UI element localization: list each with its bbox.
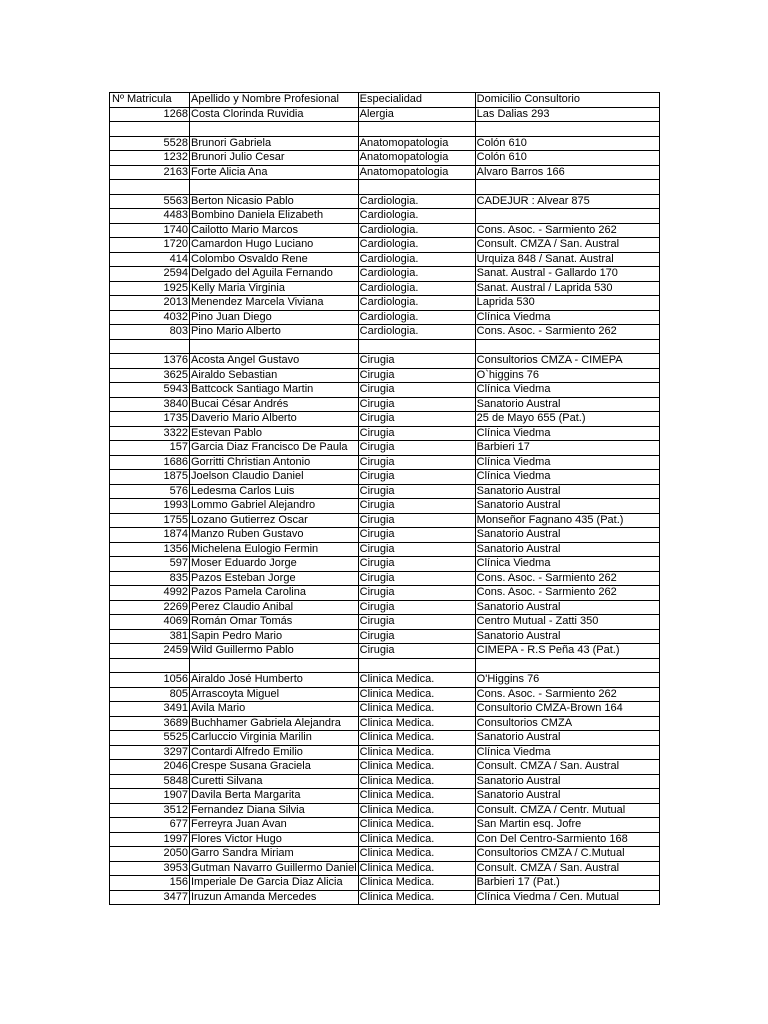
- cell-domicilio: Cons. Asoc. - Sarmiento 262: [475, 571, 659, 586]
- professionals-table: [109, 92, 660, 905]
- cell-nombre: Flores Victor Hugo: [190, 832, 359, 847]
- cell-especialidad: Clinica Medica.: [358, 673, 475, 688]
- cell-matricula: 1740: [110, 223, 190, 238]
- table-row: [110, 557, 660, 572]
- cell-domicilio: Consult. CMZA / San. Austral: [475, 760, 659, 775]
- cell-domicilio: Sanatorio Austral: [475, 542, 659, 557]
- cell-nombre: Camardon Hugo Luciano: [190, 238, 359, 253]
- cell-especialidad: Clinica Medica.: [358, 861, 475, 876]
- cell-especialidad: Cirugia: [358, 600, 475, 615]
- cell-matricula: 4483: [110, 209, 190, 224]
- cell-nombre: [190, 180, 359, 195]
- cell-nombre: Buchhamer Gabriela Alejandra: [190, 716, 359, 731]
- cell-matricula: 381: [110, 629, 190, 644]
- cell-matricula: [110, 122, 190, 137]
- cell-domicilio: Cons. Asoc. - Sarmiento 262: [475, 586, 659, 601]
- cell-domicilio: San Martin esq. Jofre: [475, 818, 659, 833]
- cell-especialidad: Cardiologia.: [358, 223, 475, 238]
- table-row: [110, 876, 660, 891]
- cell-domicilio: [475, 122, 659, 137]
- cell-matricula: [110, 180, 190, 195]
- cell-matricula: 1993: [110, 499, 190, 514]
- header-especialidad: Especialidad: [358, 93, 475, 108]
- cell-nombre: Bombino Daniela Elizabeth: [190, 209, 359, 224]
- cell-domicilio: Sanatorio Austral: [475, 774, 659, 789]
- cell-domicilio: Clínica Viedma: [475, 745, 659, 760]
- cell-matricula: 414: [110, 252, 190, 267]
- cell-matricula: 3953: [110, 861, 190, 876]
- table-row: [110, 528, 660, 543]
- cell-especialidad: Cirugia: [358, 455, 475, 470]
- cell-matricula: 2459: [110, 644, 190, 659]
- cell-especialidad: Cirugia: [358, 571, 475, 586]
- cell-matricula: 2269: [110, 600, 190, 615]
- cell-nombre: Lozano Gutierrez Oscar: [190, 513, 359, 528]
- cell-nombre: Imperiale De Garcia Diaz Alicia: [190, 876, 359, 891]
- cell-nombre: Menendez Marcela Viviana: [190, 296, 359, 311]
- table-row: [110, 542, 660, 557]
- header-nombre: Apellido y Nombre Profesional: [190, 93, 359, 108]
- cell-matricula: 835: [110, 571, 190, 586]
- cell-nombre: [190, 122, 359, 137]
- cell-especialidad: Cirugia: [358, 513, 475, 528]
- table-row: [110, 731, 660, 746]
- cell-especialidad: Clinica Medica.: [358, 890, 475, 905]
- header-domicilio: Domicilio Consultorio: [475, 93, 659, 108]
- cell-nombre: Forte Alicia Ana: [190, 165, 359, 180]
- table-row: [110, 354, 660, 369]
- cell-nombre: Iruzun Amanda Mercedes: [190, 890, 359, 905]
- cell-especialidad: Clinica Medica.: [358, 760, 475, 775]
- cell-domicilio: Sanatorio Austral: [475, 484, 659, 499]
- cell-matricula: [110, 658, 190, 673]
- cell-nombre: Berton Nicasio Pablo: [190, 194, 359, 209]
- cell-domicilio: Consultorios CMZA: [475, 716, 659, 731]
- cell-especialidad: Anatomopatologia: [358, 165, 475, 180]
- cell-especialidad: Clinica Medica.: [358, 789, 475, 804]
- table-row: [110, 615, 660, 630]
- table-row: [110, 441, 660, 456]
- cell-matricula: 1755: [110, 513, 190, 528]
- cell-especialidad: Cirugia: [358, 368, 475, 383]
- table-row: [110, 571, 660, 586]
- cell-especialidad: Cirugia: [358, 586, 475, 601]
- table-row: [110, 339, 660, 354]
- cell-nombre: Sapin Pedro Mario: [190, 629, 359, 644]
- cell-especialidad: Cirugia: [358, 528, 475, 543]
- cell-nombre: Cailotto Mario Marcos: [190, 223, 359, 238]
- table-row: [110, 470, 660, 485]
- cell-domicilio: CADEJUR : Alvear 875: [475, 194, 659, 209]
- cell-matricula: 2050: [110, 847, 190, 862]
- cell-domicilio: [475, 339, 659, 354]
- cell-nombre: Acosta Angel Gustavo: [190, 354, 359, 369]
- cell-nombre: Fernandez Diana Silvia: [190, 803, 359, 818]
- cell-matricula: 1686: [110, 455, 190, 470]
- table-row: [110, 861, 660, 876]
- cell-especialidad: Cirugia: [358, 441, 475, 456]
- cell-nombre: Arrascoyta Miguel: [190, 687, 359, 702]
- cell-matricula: 5943: [110, 383, 190, 398]
- table-row: [110, 702, 660, 717]
- cell-nombre: Wild Guillermo Pablo: [190, 644, 359, 659]
- cell-nombre: Colombo Osvaldo Rene: [190, 252, 359, 267]
- cell-nombre: [190, 658, 359, 673]
- cell-especialidad: Anatomopatologia: [358, 136, 475, 151]
- cell-domicilio: Colón 610: [475, 151, 659, 166]
- table-row: [110, 658, 660, 673]
- table-row: [110, 426, 660, 441]
- cell-domicilio: Clínica Viedma: [475, 470, 659, 485]
- cell-domicilio: Sanat. Austral / Laprida 530: [475, 281, 659, 296]
- cell-domicilio: CIMEPA - R.S Peña 43 (Pat.): [475, 644, 659, 659]
- table-row: [110, 484, 660, 499]
- cell-matricula: 4069: [110, 615, 190, 630]
- cell-nombre: Avila Mario: [190, 702, 359, 717]
- table-row: [110, 267, 660, 282]
- cell-nombre: Daverio Mario Alberto: [190, 412, 359, 427]
- cell-nombre: Moser Eduardo Jorge: [190, 557, 359, 572]
- cell-nombre: Joelson Claudio Daniel: [190, 470, 359, 485]
- cell-especialidad: Cirugia: [358, 615, 475, 630]
- cell-matricula: 1874: [110, 528, 190, 543]
- cell-matricula: 3840: [110, 397, 190, 412]
- cell-domicilio: Barbieri 17 (Pat.): [475, 876, 659, 891]
- cell-domicilio: Sanatorio Austral: [475, 600, 659, 615]
- cell-matricula: 5848: [110, 774, 190, 789]
- cell-especialidad: Cardiologia.: [358, 310, 475, 325]
- table-row: [110, 499, 660, 514]
- cell-especialidad: Anatomopatologia: [358, 151, 475, 166]
- table-row: [110, 412, 660, 427]
- cell-domicilio: Monseñor Fagnano 435 (Pat.): [475, 513, 659, 528]
- cell-especialidad: Cirugia: [358, 629, 475, 644]
- cell-nombre: Airaldo José Humberto: [190, 673, 359, 688]
- cell-matricula: 1056: [110, 673, 190, 688]
- table-row: [110, 151, 660, 166]
- cell-domicilio: Cons. Asoc. - Sarmiento 262: [475, 687, 659, 702]
- cell-especialidad: Cirugia: [358, 499, 475, 514]
- cell-matricula: 597: [110, 557, 190, 572]
- cell-matricula: 156: [110, 876, 190, 891]
- cell-especialidad: Clinica Medica.: [358, 731, 475, 746]
- cell-especialidad: [358, 180, 475, 195]
- table-row: [110, 832, 660, 847]
- cell-domicilio: Consult. CMZA / Centr. Mutual: [475, 803, 659, 818]
- cell-especialidad: Cirugia: [358, 397, 475, 412]
- header-row: [110, 93, 660, 108]
- cell-domicilio: Clínica Viedma / Cen. Mutual: [475, 890, 659, 905]
- cell-nombre: Ferreyra Juan Avan: [190, 818, 359, 833]
- cell-especialidad: Cardiologia.: [358, 296, 475, 311]
- cell-especialidad: Cardiologia.: [358, 325, 475, 340]
- cell-matricula: 1232: [110, 151, 190, 166]
- cell-domicilio: 25 de Mayo 655 (Pat.): [475, 412, 659, 427]
- cell-matricula: 3625: [110, 368, 190, 383]
- cell-nombre: Perez Claudio Anibal: [190, 600, 359, 615]
- cell-nombre: Garcia Diaz Francisco De Paula: [190, 441, 359, 456]
- table-body: [110, 107, 660, 905]
- cell-matricula: 1907: [110, 789, 190, 804]
- cell-domicilio: Sanatorio Austral: [475, 499, 659, 514]
- table-row: [110, 281, 660, 296]
- cell-domicilio: Urquiza 848 / Sanat. Austral: [475, 252, 659, 267]
- cell-especialidad: Clinica Medica.: [358, 774, 475, 789]
- table-row: [110, 745, 660, 760]
- cell-matricula: 677: [110, 818, 190, 833]
- cell-especialidad: Cirugia: [358, 644, 475, 659]
- cell-matricula: 3689: [110, 716, 190, 731]
- cell-matricula: 5528: [110, 136, 190, 151]
- cell-nombre: Estevan Pablo: [190, 426, 359, 441]
- cell-matricula: 805: [110, 687, 190, 702]
- cell-domicilio: Clínica Viedma: [475, 426, 659, 441]
- cell-domicilio: Cons. Asoc. - Sarmiento 262: [475, 325, 659, 340]
- cell-especialidad: Clinica Medica.: [358, 847, 475, 862]
- cell-domicilio: Barbieri 17: [475, 441, 659, 456]
- cell-matricula: 3512: [110, 803, 190, 818]
- table-row: [110, 368, 660, 383]
- cell-domicilio: Alvaro Barros 166: [475, 165, 659, 180]
- cell-especialidad: Cirugia: [358, 542, 475, 557]
- cell-especialidad: Cardiologia.: [358, 252, 475, 267]
- cell-domicilio: Sanatorio Austral: [475, 731, 659, 746]
- cell-especialidad: Clinica Medica.: [358, 803, 475, 818]
- cell-domicilio: Clínica Viedma: [475, 310, 659, 325]
- table-row: [110, 803, 660, 818]
- cell-domicilio: Sanatorio Austral: [475, 789, 659, 804]
- table-row: [110, 818, 660, 833]
- table-row: [110, 325, 660, 340]
- cell-domicilio: Sanat. Austral - Gallardo 170: [475, 267, 659, 282]
- table-row: [110, 397, 660, 412]
- cell-especialidad: Cirugia: [358, 426, 475, 441]
- cell-domicilio: Centro Mutual - Zatti 350: [475, 615, 659, 630]
- cell-matricula: 5563: [110, 194, 190, 209]
- cell-matricula: 4992: [110, 586, 190, 601]
- cell-nombre: Román Omar Tomás: [190, 615, 359, 630]
- cell-nombre: Crespe Susana Graciela: [190, 760, 359, 775]
- cell-domicilio: O'Higgins 76: [475, 673, 659, 688]
- cell-especialidad: Clinica Medica.: [358, 876, 475, 891]
- cell-domicilio: Consultorios CMZA / C.Mutual: [475, 847, 659, 862]
- cell-especialidad: Clinica Medica.: [358, 716, 475, 731]
- table-row: [110, 252, 660, 267]
- cell-domicilio: Laprida 530: [475, 296, 659, 311]
- cell-nombre: Bucai César Andrés: [190, 397, 359, 412]
- cell-especialidad: Cardiologia.: [358, 267, 475, 282]
- cell-especialidad: Cardiologia.: [358, 209, 475, 224]
- cell-domicilio: O`higgins 76: [475, 368, 659, 383]
- table-row: [110, 238, 660, 253]
- table-row: [110, 383, 660, 398]
- cell-especialidad: Cirugia: [358, 557, 475, 572]
- cell-matricula: 1925: [110, 281, 190, 296]
- cell-nombre: Contardi Alfredo Emilio: [190, 745, 359, 760]
- table-row: [110, 122, 660, 137]
- cell-nombre: Pino Juan Diego: [190, 310, 359, 325]
- cell-nombre: Davila Berta Margarita: [190, 789, 359, 804]
- cell-matricula: 4032: [110, 310, 190, 325]
- table-row: [110, 629, 660, 644]
- cell-especialidad: [358, 122, 475, 137]
- cell-matricula: 157: [110, 441, 190, 456]
- cell-especialidad: Cirugia: [358, 470, 475, 485]
- cell-especialidad: [358, 339, 475, 354]
- cell-especialidad: Cardiologia.: [358, 238, 475, 253]
- cell-especialidad: Clinica Medica.: [358, 818, 475, 833]
- table-row: [110, 136, 660, 151]
- cell-nombre: Pazos Esteban Jorge: [190, 571, 359, 586]
- cell-matricula: 1735: [110, 412, 190, 427]
- cell-especialidad: Cardiologia.: [358, 194, 475, 209]
- table-row: [110, 165, 660, 180]
- table-row: [110, 209, 660, 224]
- cell-nombre: Pazos Pamela Carolina: [190, 586, 359, 601]
- cell-domicilio: Cons. Asoc. - Sarmiento 262: [475, 223, 659, 238]
- cell-nombre: Lommo Gabriel Alejandro: [190, 499, 359, 514]
- table-row: [110, 180, 660, 195]
- cell-domicilio: [475, 658, 659, 673]
- table-row: [110, 310, 660, 325]
- cell-matricula: 803: [110, 325, 190, 340]
- table-row: [110, 847, 660, 862]
- table-row: [110, 455, 660, 470]
- cell-matricula: 2163: [110, 165, 190, 180]
- cell-especialidad: Cardiologia.: [358, 281, 475, 296]
- cell-especialidad: Clinica Medica.: [358, 832, 475, 847]
- cell-matricula: 3477: [110, 890, 190, 905]
- cell-nombre: Gorritti Christian Antonio: [190, 455, 359, 470]
- cell-domicilio: Clínica Viedma: [475, 557, 659, 572]
- table-row: [110, 716, 660, 731]
- cell-matricula: 1376: [110, 354, 190, 369]
- cell-nombre: Ledesma Carlos Luis: [190, 484, 359, 499]
- cell-nombre: [190, 339, 359, 354]
- cell-domicilio: Clínica Viedma: [475, 455, 659, 470]
- table-row: [110, 513, 660, 528]
- cell-especialidad: Cirugia: [358, 412, 475, 427]
- cell-domicilio: Sanatorio Austral: [475, 397, 659, 412]
- cell-nombre: Pino Mario Alberto: [190, 325, 359, 340]
- table-row: [110, 107, 660, 122]
- cell-especialidad: Clinica Medica.: [358, 687, 475, 702]
- cell-nombre: Curetti Silvana: [190, 774, 359, 789]
- cell-especialidad: Cirugia: [358, 354, 475, 369]
- cell-nombre: Brunori Gabriela: [190, 136, 359, 151]
- cell-nombre: Delgado del Aguila Fernando: [190, 267, 359, 282]
- cell-matricula: 2046: [110, 760, 190, 775]
- table-row: [110, 687, 660, 702]
- cell-especialidad: Cirugia: [358, 484, 475, 499]
- table-row: [110, 223, 660, 238]
- cell-nombre: Gutman Navarro Guillermo Daniel: [191, 861, 357, 874]
- cell-nombre: Carluccio Virginia Marilin: [190, 731, 359, 746]
- cell-nombre: Kelly Maria Virginia: [190, 281, 359, 296]
- cell-nombre: Battcock Santiago Martin: [190, 383, 359, 398]
- table-row: [110, 600, 660, 615]
- cell-nombre: Airaldo Sebastian: [190, 368, 359, 383]
- cell-domicilio: Sanatorio Austral: [475, 629, 659, 644]
- table-row: [110, 673, 660, 688]
- cell-matricula: 1875: [110, 470, 190, 485]
- cell-especialidad: Clinica Medica.: [358, 745, 475, 760]
- cell-nombre: Michelena Eulogio Fermin: [190, 542, 359, 557]
- cell-domicilio: [475, 180, 659, 195]
- cell-matricula: 5525: [110, 731, 190, 746]
- cell-domicilio: Consultorio CMZA-Brown 164: [475, 702, 659, 717]
- cell-domicilio: Con Del Centro-Sarmiento 168: [475, 832, 659, 847]
- cell-matricula: 2013: [110, 296, 190, 311]
- cell-matricula: 3297: [110, 745, 190, 760]
- table-row: [110, 890, 660, 905]
- cell-nombre: Garro Sandra Miriam: [190, 847, 359, 862]
- cell-matricula: 576: [110, 484, 190, 499]
- cell-especialidad: Alergia: [358, 107, 475, 122]
- table-row: [110, 774, 660, 789]
- cell-domicilio: Sanatorio Austral: [475, 528, 659, 543]
- cell-nombre: Brunori Julio Cesar: [190, 151, 359, 166]
- cell-domicilio: [475, 209, 659, 224]
- table-row: [110, 194, 660, 209]
- cell-matricula: 3491: [110, 702, 190, 717]
- cell-domicilio: Consult. CMZA / San. Austral: [475, 861, 659, 876]
- table-row: [110, 296, 660, 311]
- cell-matricula: 1356: [110, 542, 190, 557]
- cell-domicilio: Consultorios CMZA - CIMEPA: [475, 354, 659, 369]
- cell-especialidad: Clinica Medica.: [358, 702, 475, 717]
- cell-matricula: [110, 339, 190, 354]
- cell-nombre: Manzo Ruben Gustavo: [190, 528, 359, 543]
- cell-matricula: 3322: [110, 426, 190, 441]
- cell-especialidad: [358, 658, 475, 673]
- cell-matricula: 2594: [110, 267, 190, 282]
- cell-matricula: 1997: [110, 832, 190, 847]
- cell-matricula: 1268: [110, 107, 190, 122]
- cell-matricula: 1720: [110, 238, 190, 253]
- table-row: [110, 789, 660, 804]
- table-row: [110, 644, 660, 659]
- table-row: [110, 586, 660, 601]
- cell-nombre: Costa Clorinda Ruvidia: [190, 107, 359, 122]
- cell-domicilio: Colón 610: [475, 136, 659, 151]
- cell-especialidad: Cirugia: [358, 383, 475, 398]
- cell-domicilio: Consult. CMZA / San. Austral: [475, 238, 659, 253]
- cell-domicilio: Clínica Viedma: [475, 383, 659, 398]
- table-row: [110, 760, 660, 775]
- cell-domicilio: Las Dalias 293: [475, 107, 659, 122]
- header-matricula: Nº Matricula: [110, 93, 190, 108]
